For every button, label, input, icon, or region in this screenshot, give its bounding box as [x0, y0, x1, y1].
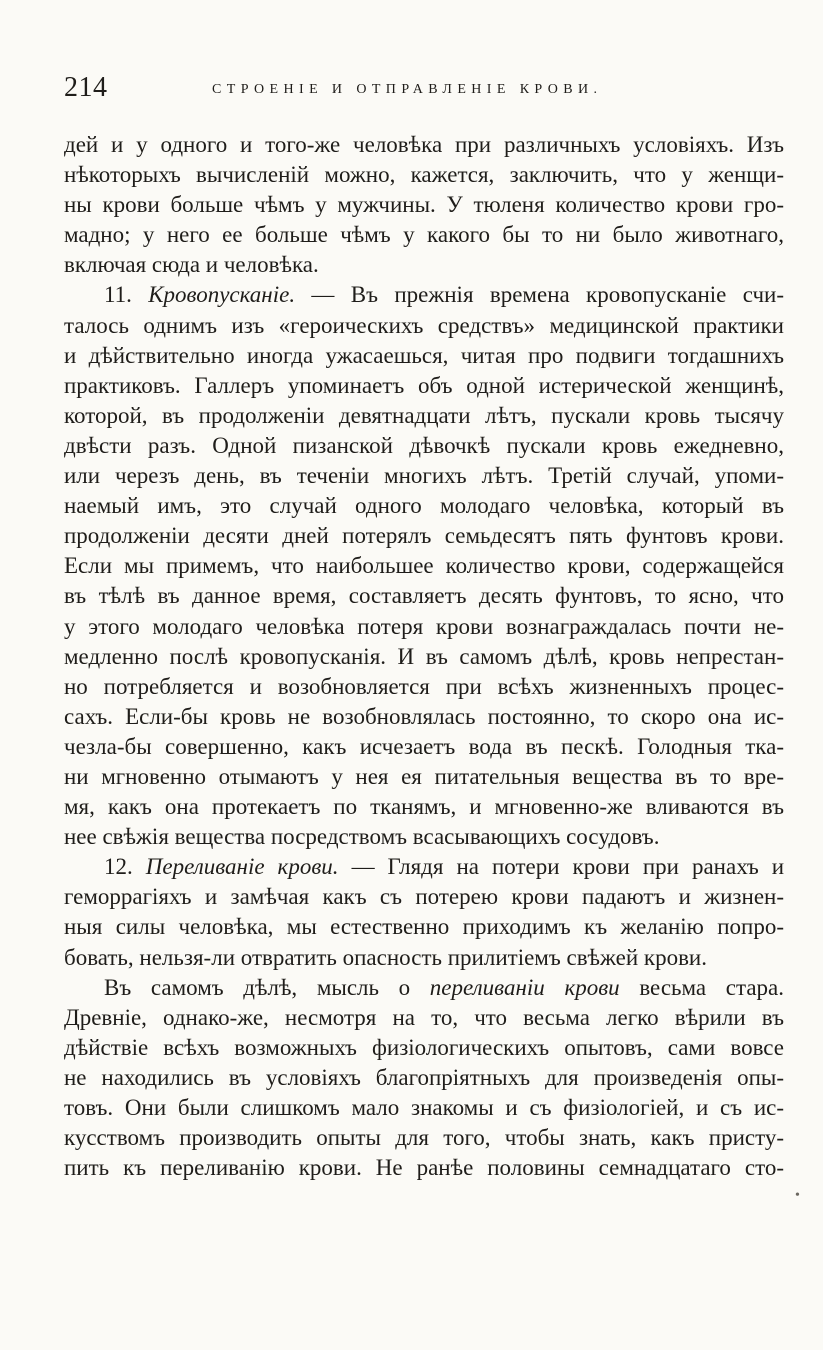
text-line: включая сюда и человѣка. — [64, 252, 319, 278]
text-line: и дѣйствительно иногда ужасаешься, читая про подвиги тогдашнихъ — [64, 342, 784, 368]
section-number: 12. — [104, 854, 133, 880]
paragraph-start-line: Въ самомъ дѣлѣ, мысль о переливаніи крови весьма стара. — [104, 974, 784, 1000]
text-line: которой, въ продолженіи девятнадцати лѣтъ, пускали кровь тысячу — [64, 402, 784, 428]
text-line: двѣсти разъ. Одной пизанской дѣвочкѣ пускали кровь ежедневно, — [64, 432, 784, 458]
text-line: у этого молодаго человѣка потеря крови вознаграждалась почти не- — [64, 613, 784, 639]
text-line: но потребляется и возобновляется при всѣхъ жизненныхъ процес- — [64, 673, 784, 699]
text-line: товъ. Они были слишкомъ мало знакомы и съ физіологіей, и съ ис- — [64, 1095, 784, 1120]
section-title: Переливаніе крови. — [145, 854, 339, 880]
text-line: нее свѣжія вещества посредствомъ всасывающихъ сосудовъ. — [64, 824, 660, 850]
section-12-heading-line: 12. Переливаніе крови. — Глядя на потери крови при ранахъ и — [104, 854, 785, 880]
text-line: не находились въ условіяхъ благопріятныхъ для произведенія опы- — [64, 1064, 784, 1090]
page-header — [64, 70, 784, 110]
text-line: чезла-бы совершенно, какъ исчезаетъ вода въ пескѣ. Голодныя тка- — [64, 733, 784, 759]
body-text — [64, 130, 784, 1183]
text-line: дѣйствіе всѣхъ возможныхъ физіологическихъ опытовъ, сами вовсе — [64, 1034, 784, 1060]
text-line: дей и у одного и того-же человѣка при различныхъ условіяхъ. Изъ — [64, 132, 784, 157]
text-line: ныя силы человѣка, мы естественно приходимъ къ желанію попро- — [64, 914, 784, 940]
text-line: талось однимъ изъ «героическихъ средствъ» медицинской практики — [64, 312, 784, 338]
text-line: бовать, нельзя-ли отвратить опасность прилитіемъ свѣжей крови. — [64, 944, 707, 970]
section-title: Кровопусканіе. — [148, 282, 296, 308]
text-line: Если мы примемъ, что наибольшее количество крови, содержащейся — [64, 553, 784, 579]
text-line: или черезъ день, въ теченіи многихъ лѣтъ. Третій случай, упоми- — [64, 463, 784, 489]
text-line: мадно; у него ее больше чѣмъ у какого бы то ни было животнаго, — [64, 222, 784, 248]
text-line: нѣкоторыхъ вычисленій можно, кажется, заключить, что у женщи- — [64, 162, 784, 188]
text-line: пить къ переливанію крови. Не ранѣе половины семнадцатаго сто- — [64, 1155, 784, 1181]
text-line: Древніе, однако-же, несмотря на то, что весьма легко вѣрили въ — [64, 1004, 784, 1030]
margin-dot: • — [795, 1188, 800, 1203]
section-11-heading-line: 11. Кровопусканіе. — Въ прежнія времена кровопусканіе счи- — [104, 282, 785, 308]
text-line: въ тѣлѣ въ данное время, составляетъ десять фунтовъ, то ясно, что — [64, 583, 784, 609]
text-line: геморрагіяхъ и замѣчая какъ съ потерею крови падаютъ и жизнен- — [64, 884, 784, 910]
book-page — [64, 70, 784, 1183]
page-number: 214 — [64, 72, 108, 103]
running-title: СТРОЕНІЕ И ОТПРАВЛЕНІЕ КРОВИ. — [212, 82, 603, 97]
text-line: наемый имъ, это случай одного молодаго человѣка, который въ — [64, 493, 784, 519]
section-number: 11. — [104, 282, 132, 308]
text-line: мя, какъ она протекаетъ по тканямъ, и мгновенно-же вливаются въ — [64, 794, 784, 820]
text-line: кусствомъ производить опыты для того, чтобы знать, какъ присту- — [64, 1125, 784, 1151]
emphasis: переливаніи крови — [429, 974, 620, 1000]
text-line: ны крови больше чѣмъ у мужчины. У тюленя количество крови гро- — [64, 192, 784, 218]
text-line: практиковъ. Галлеръ упоминаетъ объ одной истерической женщинѣ, — [64, 372, 784, 398]
text-line: ни мгновенно отымаютъ у нея ея питательныя вещества въ то вре- — [64, 763, 784, 789]
text-line: сахъ. Если-бы кровь не возобновлялась постоянно, то скоро она ис- — [64, 703, 784, 729]
text-line: продолженіи десяти дней потерялъ семьдесятъ пять фунтовъ крови. — [64, 523, 784, 549]
text-line: медленно послѣ кровопусканія. И въ самомъ дѣлѣ, кровь непрестан- — [64, 643, 784, 669]
